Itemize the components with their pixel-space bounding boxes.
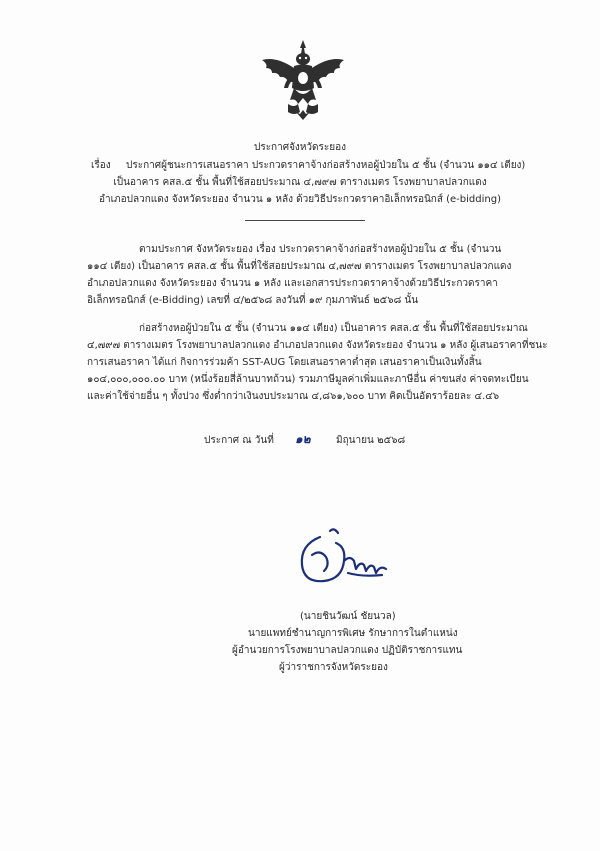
paragraph1-line-2: ๑๑๔ เตียง) เป็นอาคาร คสล.๕ ชั้น พื้นที่ใช้สอยประมาณ ๔,๗๙๗ ตารางเมตร โรงพยาบาลปลวกแดง xyxy=(87,261,512,272)
signer-position-2: ผู้อำนวยการโรงพยาบาลปลวกแดง ปฏิบัติราชการแทน xyxy=(232,645,463,656)
subject-line-2: เป็นอาคาร คสล.๕ ชั้น พื้นที่ใช้สอยประมาณ ๔,๗๙๗ ตารางเมตร โรงพยาบาลปลวกแดง xyxy=(113,177,487,188)
subject-label: เรื่อง xyxy=(91,160,111,171)
paragraph2-line-4: ๑๐๔,๐๐๐,๐๐๐.๐๐ บาท (หนึ่งร้อยสี่ล้านบาทถ้วน) รวมภาษีมูลค่าเพิ่มและภาษีอื่น ค่าขนส่ง ค่าจดทะเบียน xyxy=(87,374,529,385)
document-title: ประกาศจังหวัดระยอง xyxy=(253,142,347,153)
header-divider xyxy=(245,220,365,221)
garuda-emblem-icon xyxy=(258,38,348,122)
handwritten-signature-icon xyxy=(290,525,400,593)
paragraph2-line-3: การเสนอราคา ได้แก่ กิจการร่วมค้า SST-AUG โดยเสนอราคาต่ำสุด เสนอราคาเป็นเงินทั้งสิ้น xyxy=(87,357,482,368)
date-day: ๑๒ xyxy=(295,432,311,446)
date-month-year: มิถุนายน ๒๕๖๘ xyxy=(336,435,406,446)
signer-position-3: ผู้ว่าราชการจังหวัดระยอง xyxy=(279,662,388,673)
paragraph1-line-4: อิเล็กทรอนิกส์ (e-Bidding) เลขที่ ๔/๒๕๖๘ ลงวันที่ ๑๙ กุมภาพันธ์ ๒๕๖๘ นั้น xyxy=(87,295,419,306)
signer-position-1: นายแพทย์ชำนาญการพิเศษ รักษาการในตำแหน่ง xyxy=(248,628,458,639)
paragraph1-line-3: อำเภอปลวกแดง จังหวัดระยอง จำนวน ๑ หลัง และเอกสารประกวดราคาจ้างด้วยวิธีประกวดราคา xyxy=(87,278,498,289)
signer-name: (นายชินวัฒน์ ชัยนวล) xyxy=(300,611,396,622)
paragraph2-line-1: ก่อสร้างหอผู้ป่วยใน ๕ ชั้น (จำนวน ๑๑๔ เตียง) เป็นอาคาร คสล.๕ ชั้น พื้นที่ใช้สอยประมาณ xyxy=(139,323,528,334)
subject-line-3: อำเภอปลวกแดง จังหวัดระยอง จำนวน ๑ หลัง ด้วยวิธีประกวดราคาอิเล็กทรอนิกส์ (e-bidding) xyxy=(99,194,501,205)
paragraph2-line-2: ๔,๗๙๗ ตารางเมตร โรงพยาบาลปลวกแดง อำเภอปลวกแดง จังหวัดระยอง จำนวน ๑ หลัง ผู้เสนอราคาที่ชนะ xyxy=(87,340,548,351)
date-prefix: ประกาศ ณ วันที่ xyxy=(204,435,274,446)
paragraph1-line-1: ตามประกาศ จังหวัดระยอง เรื่อง ประกวดราคาจ้างก่อสร้างหอผู้ป่วยใน ๕ ชั้น (จำนวน xyxy=(139,244,502,255)
subject-line-1: ประกาศผู้ชนะการเสนอราคา ประกวดราคาจ้างก่อสร้างหอผู้ป่วยใน ๕ ชั้น (จำนวน ๑๑๔ เตียง) xyxy=(126,160,526,171)
paragraph2-line-5: และค่าใช้จ่ายอื่น ๆ ทั้งปวง ซึ่งต่ำกว่าเงินงบประมาณ ๔,๘๖๑,๖๐๐ บาท คิดเป็นอัตราร้อยละ ๔.๔๖ xyxy=(87,391,500,402)
